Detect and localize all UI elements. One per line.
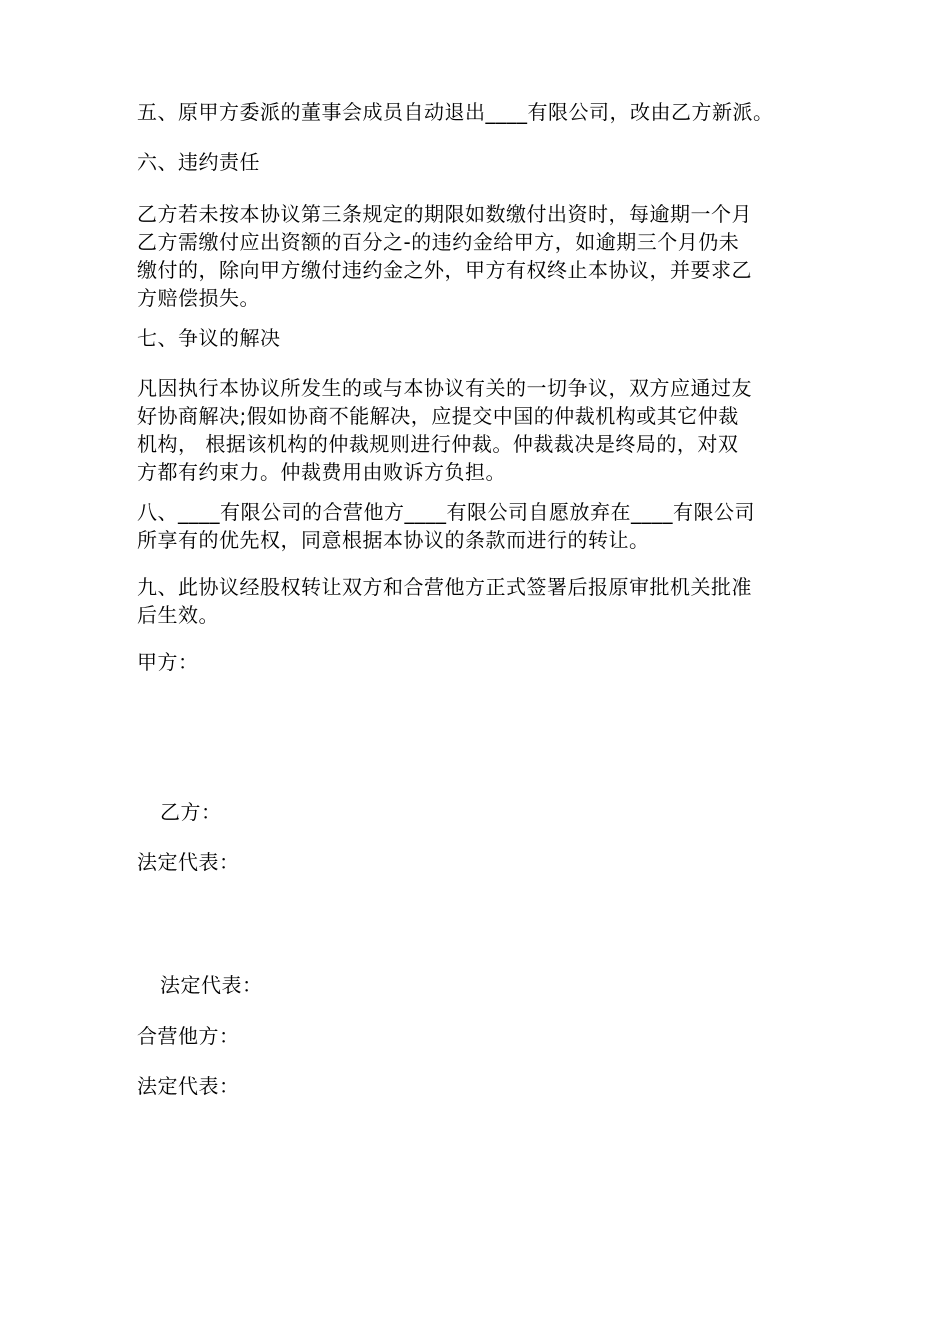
section-7-line: 机构， 根据该机构的仲裁规则进行仲裁。仲裁裁决是终局的，对双 [137, 432, 739, 456]
party-b-label: 乙方： [160, 800, 222, 824]
section-7-heading: 七、争议的解决 [137, 326, 281, 350]
section-7-line: 方都有约束力。仲裁费用由败诉方负担。 [137, 460, 506, 484]
section-6-body [137, 200, 817, 312]
section-8-line: 所享有的优先权，同意根据本协议的条款而进行的转让。 [137, 528, 650, 552]
section-7-body [137, 374, 817, 486]
section-5-text: 五、原甲方委派的董事会成员自动退出____有限公司，改由乙方新派。 [137, 100, 774, 124]
section-9-line: 九、此协议经股权转让双方和合营他方正式签署后报原审批机关批准 [137, 575, 752, 599]
section-8-body [137, 498, 817, 554]
section-6-heading: 六、违约责任 [137, 150, 260, 174]
section-9-line: 后生效。 [137, 603, 219, 627]
section-6-line: 乙方若未按本协议第三条规定的期限如数缴付出资时，每逾期一个月 [137, 202, 752, 226]
section-6-line: 乙方需缴付应出资额的百分之-的违约金给甲方，如逾期三个月仍未 [137, 230, 740, 254]
joint-venture-partner-label: 合营他方： [137, 1024, 240, 1048]
section-6-line: 方赔偿损失。 [137, 286, 260, 310]
legal-representative-label: 法定代表： [137, 850, 240, 874]
section-9-body [137, 573, 817, 629]
legal-representative-label: 法定代表： [160, 973, 263, 997]
section-8-line: 八、____有限公司的合营他方____有限公司自愿放弃在____有限公司 [137, 500, 755, 524]
section-7-line: 好协商解决;假如协商不能解决，应提交中国的仲裁机构或其它仲裁 [137, 404, 739, 428]
legal-representative-label: 法定代表： [137, 1074, 240, 1098]
section-6-line: 缴付的，除向甲方缴付违约金之外，甲方有权终止本协议，并要求乙 [137, 258, 752, 282]
party-a-label: 甲方： [137, 650, 199, 674]
section-7-line: 凡因执行本协议所发生的或与本协议有关的一切争议，双方应通过友 [137, 376, 752, 400]
